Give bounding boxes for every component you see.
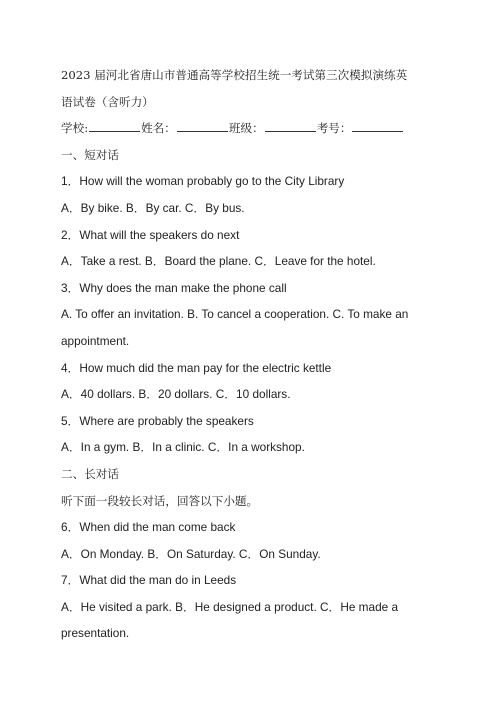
doc-title-line-1: 2023 届河北省唐山市普通高等学校招生统一考试第三次模拟演练英: [61, 68, 408, 82]
school-label: 学校:: [61, 121, 89, 136]
question-5-options: A．In a gym. B．In a clinic. C．In a workshop.: [61, 440, 305, 455]
question-2-options: A．Take a rest. B．Board the plane. C．Leave for the hotel.: [61, 254, 376, 269]
name-blank: [177, 119, 228, 132]
question-1-options: A．By bike. B．By car. C．By bus.: [61, 200, 245, 215]
question-7-options: A．He visited a park. B．He designed a product. C．He made a presentation.: [61, 599, 399, 641]
school-blank: [89, 119, 140, 132]
question-4: 4．How much did the man pay for the electric kettle: [61, 360, 332, 375]
question-5: 5．Where are probably the speakers: [61, 413, 254, 428]
question-3: 3．Why does the man make the phone call: [61, 280, 287, 295]
info-fields-row: [61, 115, 436, 142]
question-4-options: A．40 dollars. B．20 dollars. C．10 dollars.: [61, 387, 291, 402]
question-1: 1．How will the woman probably go to the City Library: [61, 174, 345, 189]
class-label: 班级：: [228, 121, 264, 136]
class-blank: [265, 119, 316, 132]
section-heading-short-dialogues: 一、短对话: [61, 147, 119, 162]
name-label: 姓名：: [141, 121, 176, 136]
question-6: 6．When did the man come back: [61, 520, 236, 535]
question-6-options: A．On Monday. B．On Saturday. C．On Sunday.: [61, 546, 321, 561]
question-2: 2．What will the speakers do next: [61, 227, 240, 242]
question-7: 7．What did the man do in Leeds: [61, 573, 237, 588]
section-instruction: 听下面一段较长对话，回答以下小题。: [61, 493, 259, 508]
section-heading-long-dialogues: 二、长对话: [61, 466, 119, 481]
doc-title-line-2: 语试卷（含听力）: [61, 94, 154, 109]
exam-no-blank: [352, 119, 403, 132]
exam-no-label: 考号：: [316, 121, 352, 136]
question-3-options: A. To offer an invitation. B. To cancel a cooperation. C. To make an appointment.: [61, 307, 409, 348]
